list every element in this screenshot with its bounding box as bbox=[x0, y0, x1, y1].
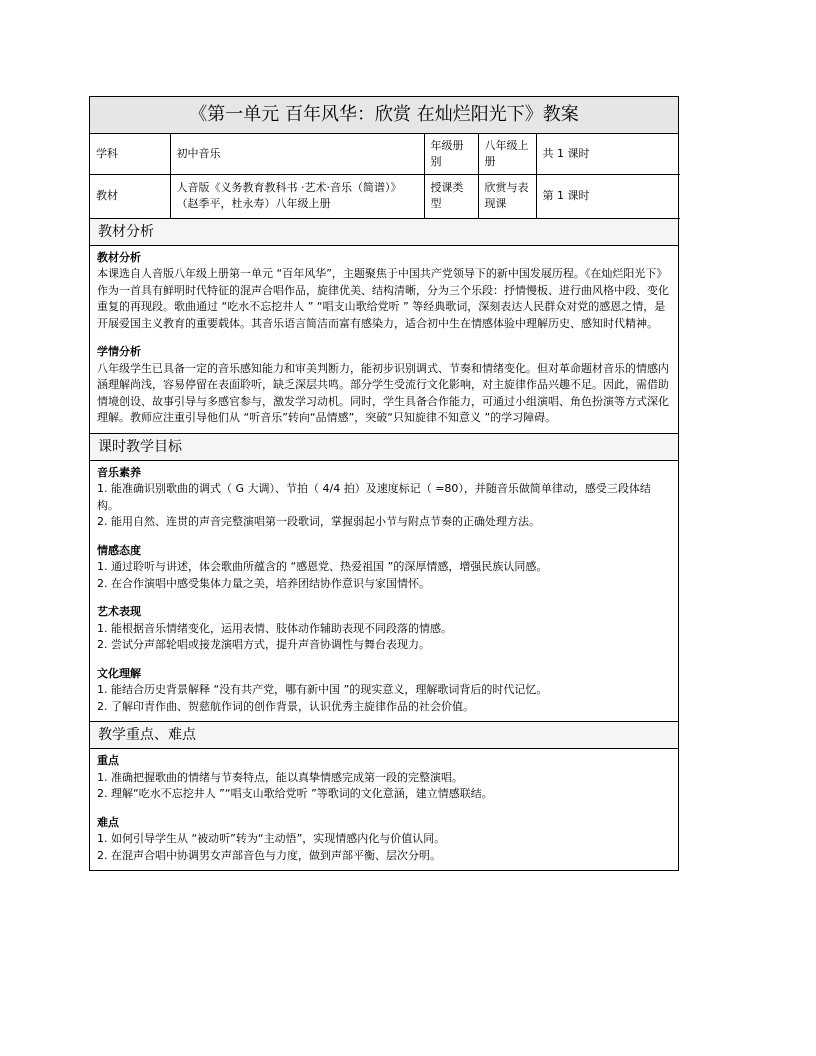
analysis-heading: 教材分析 bbox=[90, 219, 678, 246]
type-value: 欣赏与表现课 bbox=[478, 174, 536, 218]
keys-heading: 教学重点、难点 bbox=[90, 721, 678, 749]
goal-culture-item: 2. 了解印青作曲、贺慈航作词的创作背景，认识优秀主旋律作品的社会价值。 bbox=[97, 699, 474, 713]
lesson-plan-document bbox=[89, 96, 679, 871]
student-analysis-title: 学情分析 bbox=[97, 345, 141, 358]
textbook-analysis-title: 教材分析 bbox=[97, 250, 141, 264]
textbook-analysis-text: 本课选自人音版八年级上册第一单元 “百年风华”，主题聚焦于中国共产党领导下的新中国发展历程。《在灿烂阳光下》作为一首具有鲜明时代特征的混声合唱作品，旋律优美、结构清晰，分为三个乐段：抒情慢板、进行曲风格中段、变化重复的再现段。歌曲通过 “吃水不忘挖井人 ” “唱支山歌给党听 ” 等经典歌词，深刻表达人民群众对党的感恩之情，是开展爱国主义教育的重要载体。其音乐语言简洁而富有感染力，适合初中生在情感体验中理解历史、感知时代精神。 bbox=[97, 267, 669, 330]
difficulty-item: 2. 在混声合唱中协调男女声部音色与力度，做到声部平衡、层次分明。 bbox=[97, 848, 441, 862]
goal-music-item: 1. 能准确识别歌曲的调式（ G 大调）、节拍（ 4/4 拍）及速度标记（ =80），并随音乐做简单律动，感受三段体结构。 bbox=[97, 482, 651, 512]
goal-art-item: 2. 尝试分声部轮唱或接龙演唱方式，提升声音协调性与舞台表现力。 bbox=[97, 638, 430, 651]
goal-art-item: 1. 能根据音乐情绪变化，运用表情、肢体动作辅助表现不同段落的情感。 bbox=[97, 621, 452, 635]
goal-culture-title: 文化理解 bbox=[97, 666, 141, 680]
lesson-value: 第 1 课时 bbox=[536, 174, 680, 218]
goal-art-title: 艺术表现 bbox=[97, 605, 141, 618]
info-row-subject bbox=[90, 134, 680, 174]
info-row-textbook bbox=[90, 174, 680, 218]
goal-emotion-item: 1. 通过聆听与讲述，体会歌曲所蕴含的 “感恩党、热爱祖国 ”的深厚情感，增强民族认同感。 bbox=[97, 560, 548, 573]
key-point-item: 1. 准确把握歌曲的情绪与节奏特点，能以真挚情感完成第一段的完整演唱。 bbox=[97, 770, 463, 784]
key-points-title: 重点 bbox=[97, 754, 119, 767]
textbook-label: 教材 bbox=[90, 174, 170, 218]
goals-heading: 课时教学目标 bbox=[90, 433, 678, 461]
goal-emotion-title: 情感态度 bbox=[97, 543, 141, 557]
info-table bbox=[90, 134, 680, 219]
analysis-body bbox=[90, 246, 678, 433]
goal-music-title: 音乐素养 bbox=[97, 465, 141, 479]
subject-label: 学科 bbox=[90, 134, 170, 174]
hours-value: 共 1 课时 bbox=[536, 134, 680, 174]
document-title: 《第一单元 百年风华：欣赏 在灿烂阳光下》教案 bbox=[90, 97, 678, 134]
keys-body bbox=[90, 749, 678, 870]
difficulty-title: 难点 bbox=[97, 815, 119, 829]
textbook-value: 人音版《义务教育教科书 ·艺术·音乐（简谱）》（赵季平，杜永寿）八年级上册 bbox=[170, 174, 424, 218]
goal-music-item: 2. 能用自然、连贯的声音完整演唱第一段歌词，掌握弱起小节与附点节奏的正确处理方法。 bbox=[97, 515, 540, 528]
subject-value: 初中音乐 bbox=[170, 134, 424, 174]
goals-body bbox=[90, 461, 678, 722]
grade-label: 年级册别 bbox=[424, 134, 478, 174]
grade-value: 八年级上册 bbox=[478, 134, 536, 174]
difficulty-item: 1. 如何引导学生从 “被动听”转为“主动悟”，实现情感内化与价值认同。 bbox=[97, 832, 446, 845]
goal-culture-item: 1. 能结合历史背景解释 “没有共产党，哪有新中国 ”的现实意义，理解歌词背后的时代记忆。 bbox=[97, 683, 548, 696]
student-analysis-text: 八年级学生已具备一定的音乐感知能力和审美判断力，能初步识别调式、节奏和情绪变化。但对革命题材音乐的情感内涵理解尚浅，容易停留在表面聆听，缺乏深层共鸣。部分学生受流行文化影响，对主旋律作品兴趣不足。因此，需借助情境创设、故事引导与多感官参与，激发学习动机。同时，学生具备合作能力，可通过小组演唱、角色扮演等方式深化理解。教师应注重引导他们从 “听音乐”转向“品情感”，突破“只知旋律不知意义 ”的学习障碍。 bbox=[97, 361, 669, 424]
key-point-item: 2. 理解“吃水不忘挖井人 ”“唱支山歌给党听 ”等歌词的文化意涵，建立情感联结。 bbox=[97, 787, 493, 800]
type-label: 授课类型 bbox=[424, 174, 478, 218]
goal-emotion-item: 2. 在合作演唱中感受集体力量之美，培养团结协作意识与家国情怀。 bbox=[97, 576, 430, 590]
